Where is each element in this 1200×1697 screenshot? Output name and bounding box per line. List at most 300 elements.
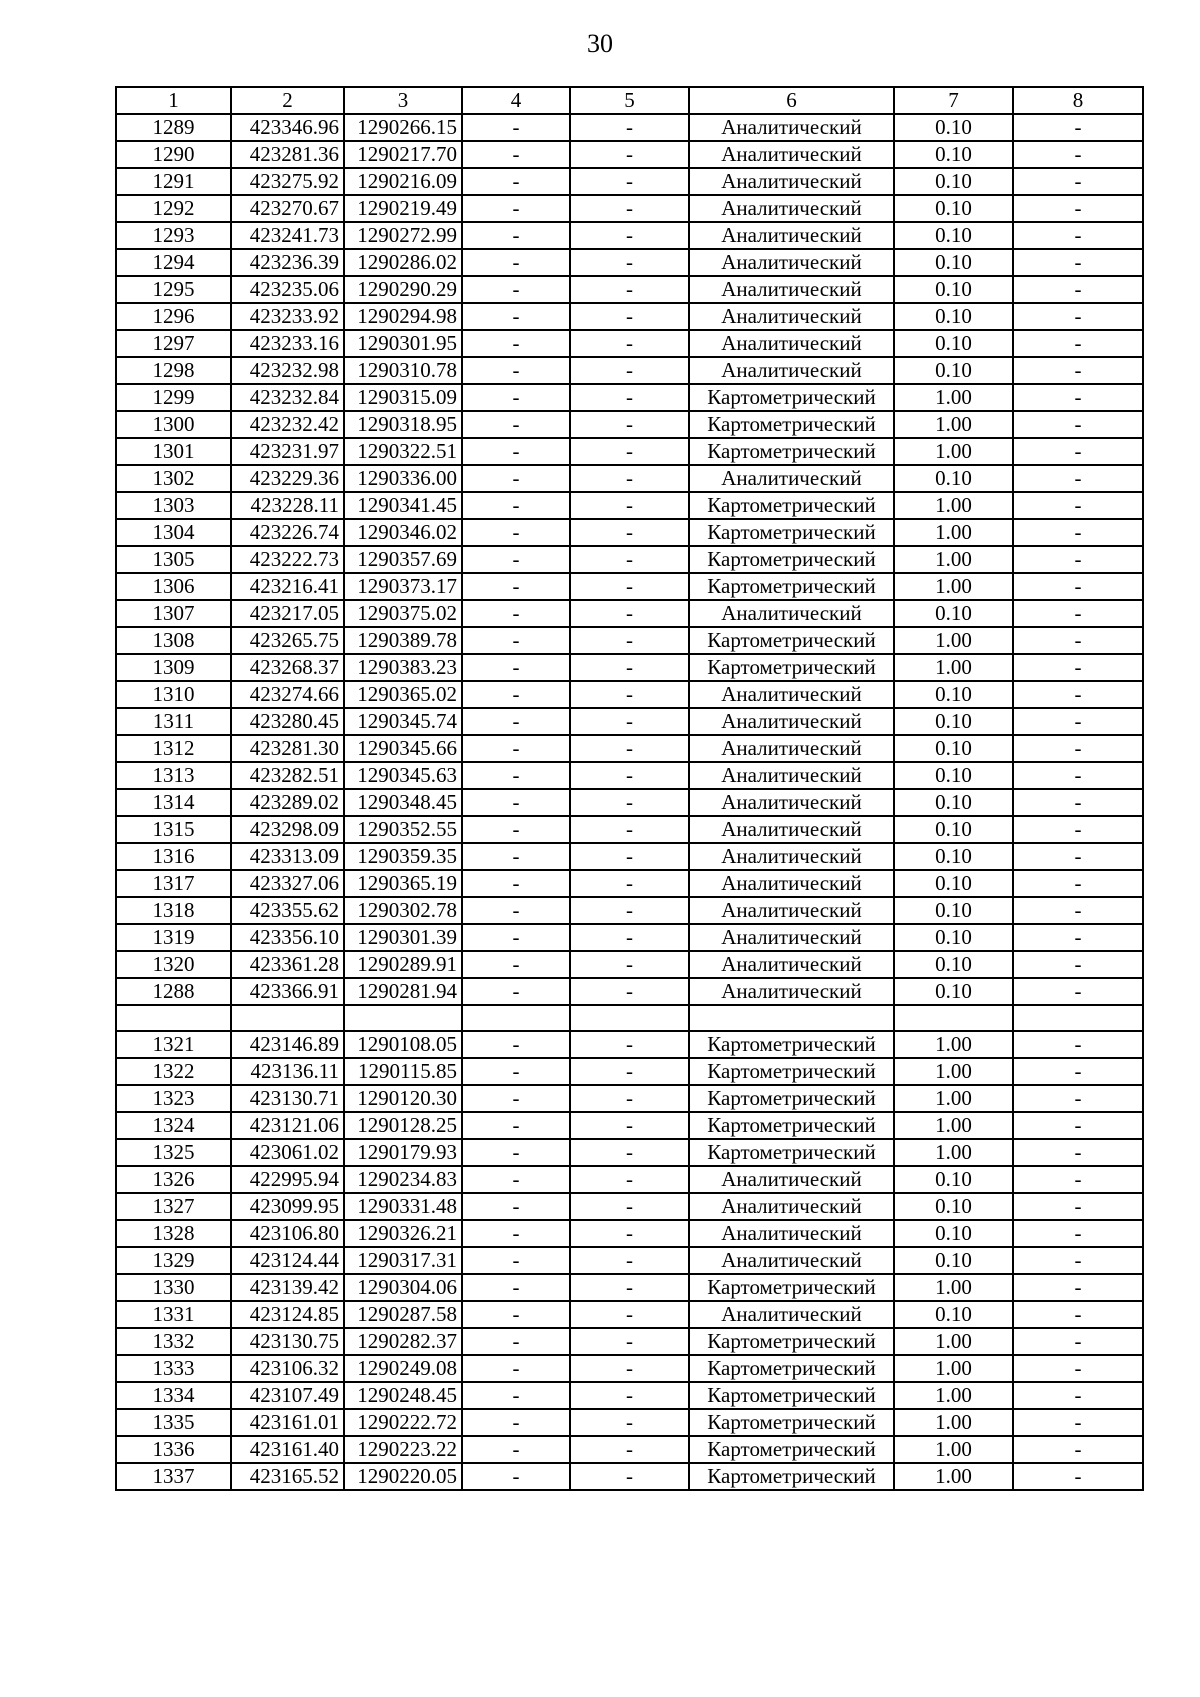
accuracy-cell: 0.10 xyxy=(894,1166,1013,1193)
col8-cell: - xyxy=(1013,1247,1143,1274)
x-coordinate-cell: 423281.30 xyxy=(231,735,344,762)
method-cell: Аналитический xyxy=(689,330,894,357)
accuracy-cell: 0.10 xyxy=(894,114,1013,141)
col5-cell: - xyxy=(570,1436,689,1463)
accuracy-cell: 0.10 xyxy=(894,951,1013,978)
col8-cell: - xyxy=(1013,303,1143,330)
col8-cell: - xyxy=(1013,924,1143,951)
method-cell: Аналитический xyxy=(689,1220,894,1247)
col4-cell: - xyxy=(462,1220,570,1247)
col4-cell: - xyxy=(462,1112,570,1139)
col4-cell: - xyxy=(462,303,570,330)
point-number-cell: 1323 xyxy=(116,1085,231,1112)
y-coordinate-cell: 1290222.72 xyxy=(344,1409,462,1436)
point-number-cell: 1316 xyxy=(116,843,231,870)
table-row xyxy=(116,1382,1143,1409)
col8-cell: - xyxy=(1013,1085,1143,1112)
col8-cell: - xyxy=(1013,492,1143,519)
col8-cell: - xyxy=(1013,1301,1143,1328)
accuracy-cell: 0.10 xyxy=(894,303,1013,330)
accuracy-cell xyxy=(894,1005,1013,1031)
method-cell: Аналитический xyxy=(689,816,894,843)
col5-cell: - xyxy=(570,411,689,438)
accuracy-cell: 0.10 xyxy=(894,1247,1013,1274)
point-number-cell: 1334 xyxy=(116,1382,231,1409)
method-cell: Картометрический xyxy=(689,384,894,411)
col4-cell: - xyxy=(462,1463,570,1490)
y-coordinate-cell: 1290375.02 xyxy=(344,600,462,627)
col8-cell: - xyxy=(1013,1031,1143,1058)
col5-cell: - xyxy=(570,978,689,1005)
y-coordinate-cell: 1290359.35 xyxy=(344,843,462,870)
accuracy-cell: 0.10 xyxy=(894,1301,1013,1328)
y-coordinate-cell: 1290282.37 xyxy=(344,1328,462,1355)
x-coordinate-cell: 423136.11 xyxy=(231,1058,344,1085)
accuracy-cell: 1.00 xyxy=(894,519,1013,546)
col8-cell: - xyxy=(1013,276,1143,303)
method-cell: Аналитический xyxy=(689,303,894,330)
table-row xyxy=(116,168,1143,195)
point-number-cell: 1298 xyxy=(116,357,231,384)
table-row xyxy=(116,465,1143,492)
accuracy-cell: 0.10 xyxy=(894,600,1013,627)
method-cell: Картометрический xyxy=(689,546,894,573)
col4-cell: - xyxy=(462,465,570,492)
accuracy-cell: 0.10 xyxy=(894,978,1013,1005)
col4-cell: - xyxy=(462,276,570,303)
x-coordinate-cell: 423281.36 xyxy=(231,141,344,168)
col8-cell: - xyxy=(1013,1112,1143,1139)
y-coordinate-cell: 1290345.74 xyxy=(344,708,462,735)
col8-cell: - xyxy=(1013,600,1143,627)
method-cell: Аналитический xyxy=(689,249,894,276)
table-row xyxy=(116,357,1143,384)
y-coordinate-cell: 1290217.70 xyxy=(344,141,462,168)
col5-cell: - xyxy=(570,897,689,924)
col5-cell: - xyxy=(570,600,689,627)
point-number-cell: 1288 xyxy=(116,978,231,1005)
accuracy-cell: 1.00 xyxy=(894,438,1013,465)
x-coordinate-cell: 423231.97 xyxy=(231,438,344,465)
accuracy-cell: 0.10 xyxy=(894,195,1013,222)
accuracy-cell: 0.10 xyxy=(894,816,1013,843)
col8-cell: - xyxy=(1013,465,1143,492)
y-coordinate-cell: 1290272.99 xyxy=(344,222,462,249)
method-cell: Аналитический xyxy=(689,357,894,384)
col5-cell: - xyxy=(570,1058,689,1085)
col4-cell: - xyxy=(462,1409,570,1436)
point-number-cell: 1336 xyxy=(116,1436,231,1463)
col4-cell: - xyxy=(462,1328,570,1355)
col4-cell: - xyxy=(462,357,570,384)
table-row xyxy=(116,438,1143,465)
y-coordinate-cell xyxy=(344,1005,462,1031)
col8-cell: - xyxy=(1013,1166,1143,1193)
method-cell: Картометрический xyxy=(689,1355,894,1382)
method-cell: Аналитический xyxy=(689,600,894,627)
table-row xyxy=(116,681,1143,708)
col5-cell: - xyxy=(570,1031,689,1058)
col4-cell: - xyxy=(462,249,570,276)
x-coordinate-cell: 423268.37 xyxy=(231,654,344,681)
col5-cell: - xyxy=(570,492,689,519)
x-coordinate-cell: 423282.51 xyxy=(231,762,344,789)
col4-cell: - xyxy=(462,654,570,681)
col5-cell: - xyxy=(570,1355,689,1382)
col8-cell: - xyxy=(1013,1139,1143,1166)
table-row xyxy=(116,951,1143,978)
col8-cell: - xyxy=(1013,951,1143,978)
accuracy-cell: 0.10 xyxy=(894,897,1013,924)
y-coordinate-cell: 1290301.95 xyxy=(344,330,462,357)
y-coordinate-cell: 1290346.02 xyxy=(344,519,462,546)
method-cell xyxy=(689,1005,894,1031)
col8-cell: - xyxy=(1013,1436,1143,1463)
x-coordinate-cell: 423241.73 xyxy=(231,222,344,249)
y-coordinate-cell: 1290365.02 xyxy=(344,681,462,708)
accuracy-cell: 0.10 xyxy=(894,330,1013,357)
col8-cell: - xyxy=(1013,735,1143,762)
y-coordinate-cell: 1290336.00 xyxy=(344,465,462,492)
col8-cell: - xyxy=(1013,222,1143,249)
y-coordinate-cell: 1290287.58 xyxy=(344,1301,462,1328)
table-row xyxy=(116,1139,1143,1166)
method-cell: Аналитический xyxy=(689,195,894,222)
table-header-row xyxy=(116,87,1143,114)
table-row xyxy=(116,114,1143,141)
col5-cell: - xyxy=(570,276,689,303)
method-cell: Аналитический xyxy=(689,762,894,789)
header-cell: 2 xyxy=(231,87,344,114)
col4-cell: - xyxy=(462,384,570,411)
method-cell: Аналитический xyxy=(689,978,894,1005)
method-cell: Картометрический xyxy=(689,519,894,546)
x-coordinate-cell: 423274.66 xyxy=(231,681,344,708)
point-number-cell: 1295 xyxy=(116,276,231,303)
col5-cell: - xyxy=(570,681,689,708)
point-number-cell: 1303 xyxy=(116,492,231,519)
method-cell: Аналитический xyxy=(689,168,894,195)
x-coordinate-cell: 423355.62 xyxy=(231,897,344,924)
point-number-cell: 1318 xyxy=(116,897,231,924)
col5-cell: - xyxy=(570,951,689,978)
method-cell: Картометрический xyxy=(689,438,894,465)
point-number-cell: 1313 xyxy=(116,762,231,789)
point-number-cell: 1302 xyxy=(116,465,231,492)
method-cell: Аналитический xyxy=(689,276,894,303)
table-row xyxy=(116,1058,1143,1085)
table-row xyxy=(116,1085,1143,1112)
y-coordinate-cell: 1290373.17 xyxy=(344,573,462,600)
col5-cell: - xyxy=(570,627,689,654)
y-coordinate-cell: 1290310.78 xyxy=(344,357,462,384)
table-row xyxy=(116,1220,1143,1247)
method-cell: Аналитический xyxy=(689,789,894,816)
coordinates-table xyxy=(115,86,1144,1491)
accuracy-cell: 1.00 xyxy=(894,1328,1013,1355)
x-coordinate-cell: 422995.94 xyxy=(231,1166,344,1193)
point-number-cell: 1304 xyxy=(116,519,231,546)
x-coordinate-cell: 423280.45 xyxy=(231,708,344,735)
col4-cell: - xyxy=(462,1058,570,1085)
header-cell: 1 xyxy=(116,87,231,114)
y-coordinate-cell: 1290315.09 xyxy=(344,384,462,411)
col8-cell: - xyxy=(1013,816,1143,843)
method-cell: Картометрический xyxy=(689,1031,894,1058)
table-row xyxy=(116,195,1143,222)
accuracy-cell: 1.00 xyxy=(894,1085,1013,1112)
method-cell: Картометрический xyxy=(689,627,894,654)
point-number-cell: 1335 xyxy=(116,1409,231,1436)
y-coordinate-cell: 1290348.45 xyxy=(344,789,462,816)
y-coordinate-cell: 1290223.22 xyxy=(344,1436,462,1463)
table-row xyxy=(116,1247,1143,1274)
col5-cell: - xyxy=(570,1274,689,1301)
col8-cell: - xyxy=(1013,384,1143,411)
col4-cell: - xyxy=(462,492,570,519)
accuracy-cell: 0.10 xyxy=(894,357,1013,384)
col5-cell xyxy=(570,1005,689,1031)
point-number-cell: 1309 xyxy=(116,654,231,681)
col4-cell: - xyxy=(462,870,570,897)
point-number-cell: 1337 xyxy=(116,1463,231,1490)
col5-cell: - xyxy=(570,249,689,276)
col4-cell: - xyxy=(462,1247,570,1274)
accuracy-cell: 0.10 xyxy=(894,789,1013,816)
x-coordinate-cell: 423313.09 xyxy=(231,843,344,870)
col4-cell: - xyxy=(462,114,570,141)
table-row xyxy=(116,492,1143,519)
table-row xyxy=(116,654,1143,681)
method-cell: Аналитический xyxy=(689,870,894,897)
y-coordinate-cell: 1290341.45 xyxy=(344,492,462,519)
y-coordinate-cell: 1290318.95 xyxy=(344,411,462,438)
table-row xyxy=(116,789,1143,816)
accuracy-cell: 0.10 xyxy=(894,1220,1013,1247)
col5-cell: - xyxy=(570,789,689,816)
point-number-cell: 1321 xyxy=(116,1031,231,1058)
table-row xyxy=(116,735,1143,762)
point-number-cell: 1311 xyxy=(116,708,231,735)
method-cell: Аналитический xyxy=(689,708,894,735)
col4-cell: - xyxy=(462,1166,570,1193)
col4-cell xyxy=(462,1005,570,1031)
col8-cell: - xyxy=(1013,897,1143,924)
x-coordinate-cell: 423146.89 xyxy=(231,1031,344,1058)
col4-cell: - xyxy=(462,1436,570,1463)
col5-cell: - xyxy=(570,870,689,897)
col4-cell: - xyxy=(462,681,570,708)
col4-cell: - xyxy=(462,411,570,438)
x-coordinate-cell: 423236.39 xyxy=(231,249,344,276)
col4-cell: - xyxy=(462,546,570,573)
col4-cell: - xyxy=(462,222,570,249)
point-number-cell: 1297 xyxy=(116,330,231,357)
col5-cell: - xyxy=(570,816,689,843)
method-cell: Картометрический xyxy=(689,1058,894,1085)
y-coordinate-cell: 1290302.78 xyxy=(344,897,462,924)
accuracy-cell: 1.00 xyxy=(894,384,1013,411)
point-number-cell: 1315 xyxy=(116,816,231,843)
col5-cell: - xyxy=(570,1301,689,1328)
y-coordinate-cell: 1290289.91 xyxy=(344,951,462,978)
table-body xyxy=(116,87,1143,1490)
col4-cell: - xyxy=(462,762,570,789)
point-number-cell: 1324 xyxy=(116,1112,231,1139)
accuracy-cell: 1.00 xyxy=(894,411,1013,438)
method-cell: Аналитический xyxy=(689,222,894,249)
header-cell: 7 xyxy=(894,87,1013,114)
x-coordinate-cell: 423366.91 xyxy=(231,978,344,1005)
col8-cell: - xyxy=(1013,1382,1143,1409)
col4-cell: - xyxy=(462,1382,570,1409)
accuracy-cell: 1.00 xyxy=(894,1139,1013,1166)
header-cell: 8 xyxy=(1013,87,1143,114)
col4-cell: - xyxy=(462,438,570,465)
col5-cell: - xyxy=(570,519,689,546)
accuracy-cell: 1.00 xyxy=(894,1112,1013,1139)
method-cell: Аналитический xyxy=(689,1166,894,1193)
y-coordinate-cell: 1290345.66 xyxy=(344,735,462,762)
point-number-cell: 1307 xyxy=(116,600,231,627)
x-coordinate-cell: 423235.06 xyxy=(231,276,344,303)
method-cell: Аналитический xyxy=(689,1193,894,1220)
x-coordinate-cell: 423161.01 xyxy=(231,1409,344,1436)
method-cell: Картометрический xyxy=(689,1382,894,1409)
table-row xyxy=(116,1005,1143,1031)
method-cell: Аналитический xyxy=(689,951,894,978)
col8-cell: - xyxy=(1013,330,1143,357)
y-coordinate-cell: 1290322.51 xyxy=(344,438,462,465)
x-coordinate-cell: 423217.05 xyxy=(231,600,344,627)
col8-cell: - xyxy=(1013,1193,1143,1220)
point-number-cell: 1327 xyxy=(116,1193,231,1220)
table-row xyxy=(116,843,1143,870)
method-cell: Картометрический xyxy=(689,492,894,519)
col8-cell: - xyxy=(1013,762,1143,789)
col8-cell: - xyxy=(1013,1355,1143,1382)
method-cell: Аналитический xyxy=(689,924,894,951)
y-coordinate-cell: 1290249.08 xyxy=(344,1355,462,1382)
col4-cell: - xyxy=(462,735,570,762)
col5-cell: - xyxy=(570,1085,689,1112)
col8-cell: - xyxy=(1013,438,1143,465)
y-coordinate-cell: 1290290.29 xyxy=(344,276,462,303)
point-number-cell: 1320 xyxy=(116,951,231,978)
x-coordinate-cell: 423139.42 xyxy=(231,1274,344,1301)
point-number-cell: 1317 xyxy=(116,870,231,897)
col8-cell: - xyxy=(1013,1058,1143,1085)
table-row xyxy=(116,897,1143,924)
col4-cell: - xyxy=(462,600,570,627)
col5-cell: - xyxy=(570,843,689,870)
col5-cell: - xyxy=(570,141,689,168)
table-row xyxy=(116,546,1143,573)
method-cell: Картометрический xyxy=(689,1409,894,1436)
accuracy-cell: 1.00 xyxy=(894,1355,1013,1382)
table-row xyxy=(116,1112,1143,1139)
accuracy-cell: 0.10 xyxy=(894,735,1013,762)
col5-cell: - xyxy=(570,1409,689,1436)
accuracy-cell: 1.00 xyxy=(894,1058,1013,1085)
table-row xyxy=(116,1436,1143,1463)
table-row xyxy=(116,627,1143,654)
col5-cell: - xyxy=(570,222,689,249)
point-number-cell: 1291 xyxy=(116,168,231,195)
table-row xyxy=(116,762,1143,789)
x-coordinate-cell: 423361.28 xyxy=(231,951,344,978)
x-coordinate-cell: 423356.10 xyxy=(231,924,344,951)
x-coordinate-cell: 423226.74 xyxy=(231,519,344,546)
table-row xyxy=(116,978,1143,1005)
method-cell: Аналитический xyxy=(689,1301,894,1328)
method-cell: Аналитический xyxy=(689,735,894,762)
col8-cell: - xyxy=(1013,1220,1143,1247)
method-cell: Картометрический xyxy=(689,1139,894,1166)
point-number-cell: 1289 xyxy=(116,114,231,141)
table-row xyxy=(116,141,1143,168)
col8-cell: - xyxy=(1013,141,1143,168)
table-row xyxy=(116,1274,1143,1301)
point-number-cell: 1326 xyxy=(116,1166,231,1193)
col5-cell: - xyxy=(570,1139,689,1166)
col5-cell: - xyxy=(570,1193,689,1220)
x-coordinate-cell: 423099.95 xyxy=(231,1193,344,1220)
col4-cell: - xyxy=(462,195,570,222)
x-coordinate-cell: 423121.06 xyxy=(231,1112,344,1139)
accuracy-cell: 1.00 xyxy=(894,1463,1013,1490)
col5-cell: - xyxy=(570,762,689,789)
header-cell: 3 xyxy=(344,87,462,114)
point-number-cell: 1332 xyxy=(116,1328,231,1355)
x-coordinate-cell: 423275.92 xyxy=(231,168,344,195)
table-row xyxy=(116,870,1143,897)
col8-cell: - xyxy=(1013,1328,1143,1355)
accuracy-cell: 1.00 xyxy=(894,1031,1013,1058)
point-number-cell: 1329 xyxy=(116,1247,231,1274)
table-row xyxy=(116,1409,1143,1436)
col4-cell: - xyxy=(462,843,570,870)
method-cell: Аналитический xyxy=(689,897,894,924)
x-coordinate-cell: 423232.42 xyxy=(231,411,344,438)
col4-cell: - xyxy=(462,141,570,168)
header-cell: 6 xyxy=(689,87,894,114)
col8-cell: - xyxy=(1013,411,1143,438)
method-cell: Аналитический xyxy=(689,465,894,492)
point-number-cell: 1310 xyxy=(116,681,231,708)
y-coordinate-cell: 1290281.94 xyxy=(344,978,462,1005)
col5-cell: - xyxy=(570,546,689,573)
table-row xyxy=(116,600,1143,627)
col8-cell: - xyxy=(1013,654,1143,681)
y-coordinate-cell: 1290383.23 xyxy=(344,654,462,681)
col8-cell: - xyxy=(1013,546,1143,573)
method-cell: Картометрический xyxy=(689,654,894,681)
accuracy-cell: 0.10 xyxy=(894,222,1013,249)
col4-cell: - xyxy=(462,330,570,357)
x-coordinate-cell: 423165.52 xyxy=(231,1463,344,1490)
y-coordinate-cell: 1290120.30 xyxy=(344,1085,462,1112)
col5-cell: - xyxy=(570,195,689,222)
y-coordinate-cell: 1290248.45 xyxy=(344,1382,462,1409)
col8-cell: - xyxy=(1013,195,1143,222)
method-cell: Картометрический xyxy=(689,1463,894,1490)
method-cell: Картометрический xyxy=(689,1436,894,1463)
point-number-cell: 1305 xyxy=(116,546,231,573)
col5-cell: - xyxy=(570,1247,689,1274)
col4-cell: - xyxy=(462,978,570,1005)
col5-cell: - xyxy=(570,438,689,465)
